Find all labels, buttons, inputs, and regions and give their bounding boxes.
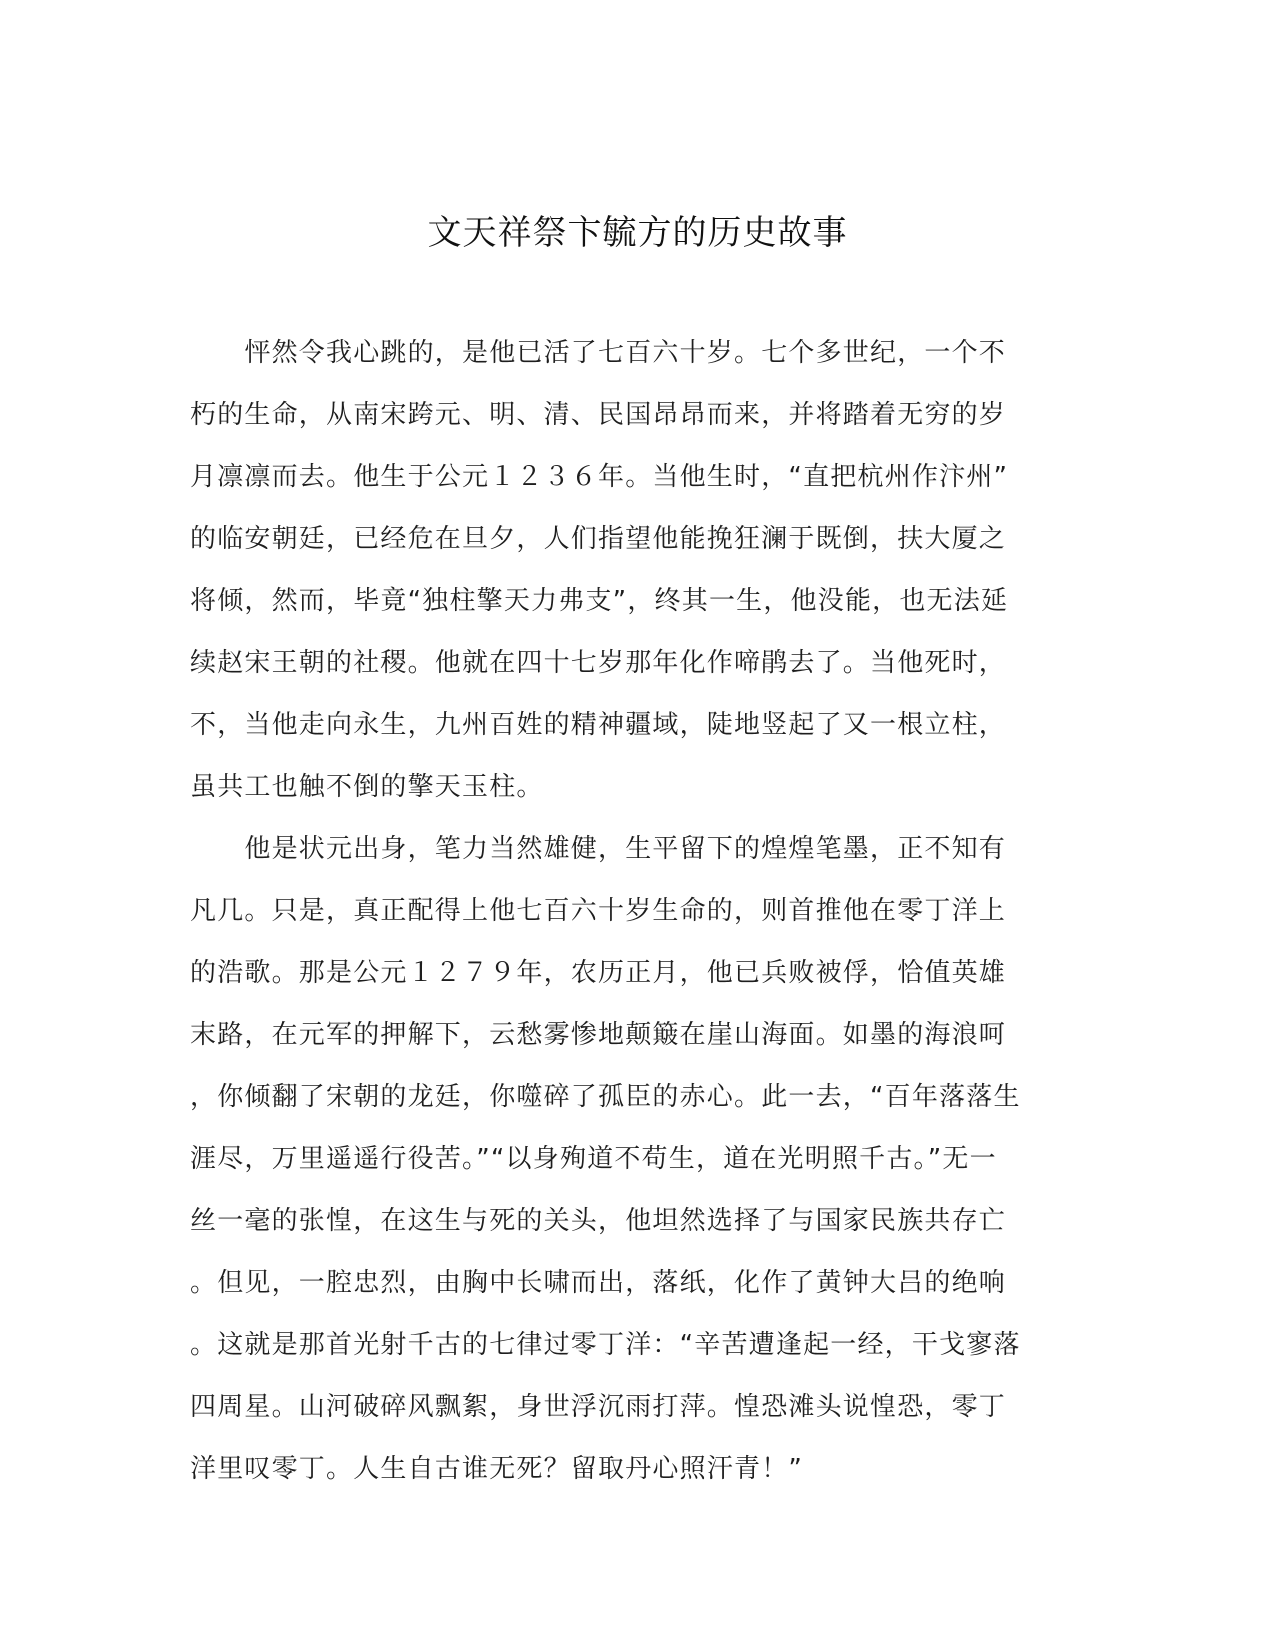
body-line: 末路，在元军的押解下，云愁雾惨地颠簸在崖山海面。如墨的海浪呵: [190, 1020, 1007, 1050]
body-line: 不，当他走向永生，九州百姓的精神疆域，陡地竖起了又一根立柱，: [190, 710, 1007, 740]
body-line: 四周星。山河破碎风飘絮，身世浮沉雨打萍。惶恐滩头说惶恐，零丁: [190, 1392, 1007, 1422]
body-line: 续赵宋王朝的社稷。他就在四十七岁那年化作啼鹃去了。当他死时，: [190, 648, 1007, 678]
body-line: 的临安朝廷，已经危在旦夕，人们指望他能挽狂澜于既倒，扶大厦之: [190, 524, 1007, 554]
body-line: ，你倾翻了宋朝的龙廷，你噬碎了孤臣的赤心。此一去，“百年落落生: [190, 1082, 1021, 1112]
body-line: 朽的生命，从南宋跨元、明、清、民国昂昂而来，并将踏着无穷的岁: [190, 400, 1007, 430]
body-line: 怦然令我心跳的，是他已活了七百六十岁。七个多世纪，一个不: [190, 338, 1007, 368]
body-line: 。但见，一腔忠烈，由胸中长啸而出，落纸，化作了黄钟大吕的绝响: [190, 1268, 1007, 1298]
body-line: 洋里叹零丁。人生自古谁无死？留取丹心照汗青！”: [190, 1454, 804, 1484]
document-body: [190, 322, 1080, 1500]
body-line: 。这就是那首光射千古的七律过零丁洋：“辛苦遭逢起一经，干戈寥落: [190, 1330, 1021, 1360]
body-line: 虽共工也触不倒的擎天玉柱。: [190, 772, 544, 802]
body-line: 他是状元出身，笔力当然雄健，生平留下的煌煌笔墨，正不知有: [190, 834, 1007, 864]
body-line: 将倾，然而，毕竟“独柱擎天力弗支”，终其一生，他没能，也无法延: [190, 586, 1009, 616]
body-line: 的浩歌。那是公元１２７９年，农历正月，他已兵败被俘，恰值英雄: [190, 958, 1007, 988]
body-line: 涯尽，万里遥遥行役苦。”“以身殉道不苟生，道在光明照千古。”无一: [190, 1144, 997, 1174]
document-title: 文天祥祭卞毓方的历史故事: [427, 213, 848, 253]
body-line: 凡几。只是，真正配得上他七百六十岁生命的，则首推他在零丁洋上: [190, 896, 1007, 926]
body-line: 丝一毫的张惶，在这生与死的关头，他坦然选择了与国家民族共存亡: [190, 1206, 1007, 1236]
body-line: 月凛凛而去。他生于公元１２３６年。当他生时，“直把杭州作汴州”: [190, 462, 1009, 492]
